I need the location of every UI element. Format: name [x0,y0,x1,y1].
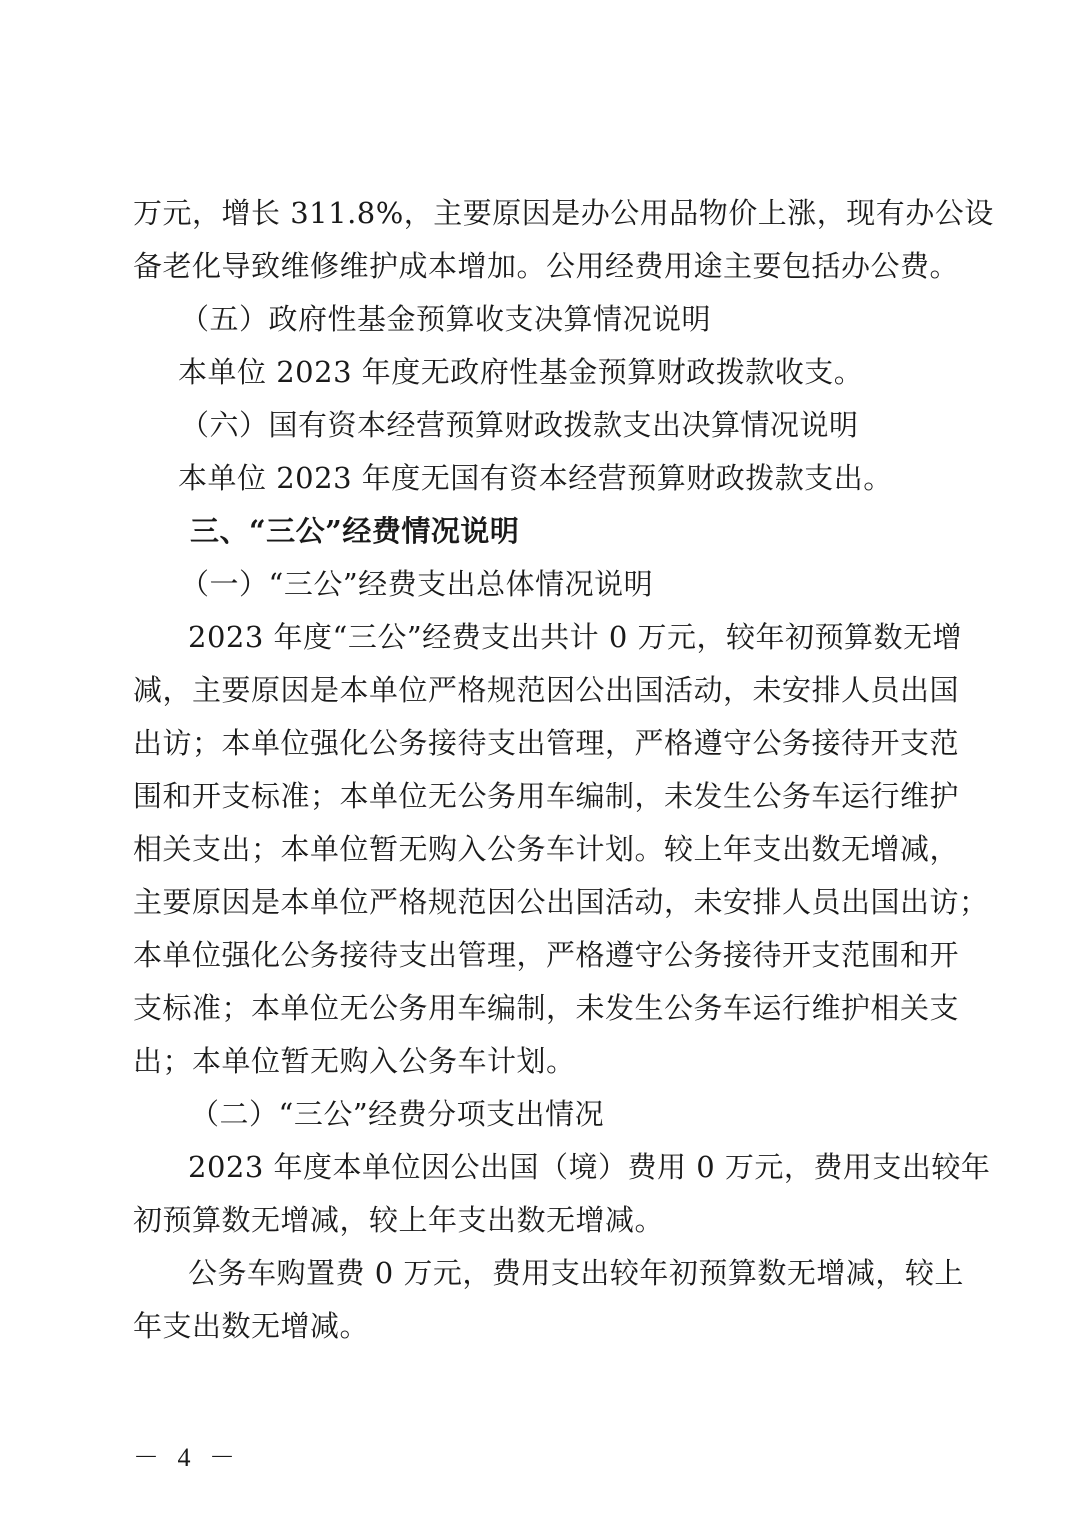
body-text-line: 本单位 2023 年度无政府性基金预算财政拨款收支。 [178,355,864,389]
body-text-line: 相关支出；本单位暂无购入公务车计划。较上年支出数无增减， [133,832,960,866]
section-heading-5: （五）政府性基金预算收支决算情况说明 [180,302,712,336]
body-text-line: 主要原因是本单位严格规范因公出国活动，未安排人员出国出访； [133,885,989,919]
body-text-line: 出；本单位暂无购入公务车计划。 [133,1044,576,1078]
body-text-line: 本单位 2023 年度无国有资本经营预算财政拨款支出。 [178,461,893,495]
page-number: － 4 － [133,1443,242,1472]
body-text-line: 备老化导致维修维护成本增加。公用经费用途主要包括办公费。 [133,249,960,283]
body-text-line: 初预算数无增减，较上年支出数无增减。 [133,1203,665,1237]
body-text-line: 万元，增长 311.8%，主要原因是办公用品物价上涨，现有办公设 [133,196,994,230]
body-text-line: 支标准；本单位无公务用车编制，未发生公务车运行维护相关支 [133,991,960,1025]
body-text-line: 本单位强化公务接待支出管理，严格遵守公务接待开支范围和开 [133,938,960,972]
body-text-line: 2023 年度本单位因公出国（境）费用 0 万元，费用支出较年 [188,1150,991,1184]
section-heading-1: （一）“三公”经费支出总体情况说明 [180,567,654,601]
body-text-line: 2023 年度“三公”经费支出共计 0 万元，较年初预算数无增 [188,620,963,654]
body-text-line: 公务车购置费 0 万元，费用支出较年初预算数无增减，较上 [188,1256,964,1290]
body-text-line: 减，主要原因是本单位严格规范因公出国活动，未安排人员出国 [133,673,960,707]
body-text-line: 年支出数无增减。 [133,1309,370,1343]
section-heading-6: （六）国有资本经营预算财政拨款支出决算情况说明 [180,408,859,442]
body-text-line: 出访；本单位强化公务接待支出管理，严格遵守公务接待开支范 [133,726,960,760]
section-heading-2: （二）“三公”经费分项支出情况 [190,1097,605,1131]
chapter-heading-3: 三、“三公”经费情况说明 [190,514,520,548]
body-text-line: 围和开支标准；本单位无公务用车编制，未发生公务车运行维护 [133,779,960,813]
